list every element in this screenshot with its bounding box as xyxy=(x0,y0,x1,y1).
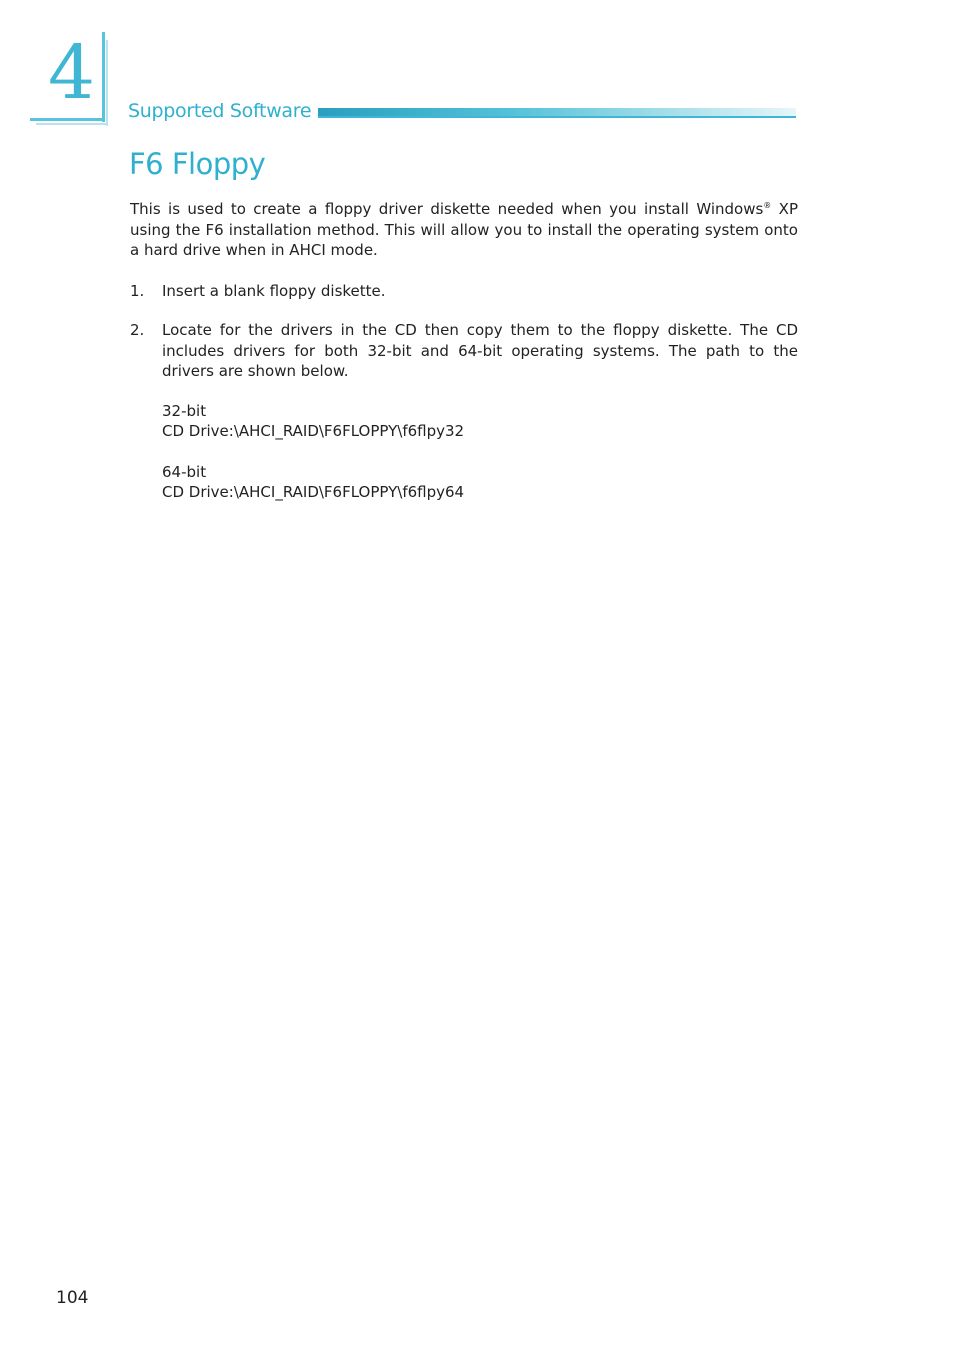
section-title: Supported Software xyxy=(128,100,312,122)
driver-path-64bit xyxy=(130,462,798,503)
chapter-number: 4 xyxy=(48,30,96,116)
page-title: F6 Floppy xyxy=(129,147,266,181)
page-number: 104 xyxy=(56,1288,89,1308)
list-item xyxy=(130,281,798,302)
page-body xyxy=(130,199,798,523)
chapter-badge-rule-vertical xyxy=(102,32,105,122)
intro-text-end: XP using the F6 installation method. This will allow you to install the operating system onto a hard drive when in AHCI mode. xyxy=(130,200,798,259)
chapter-badge xyxy=(30,32,106,122)
chapter-badge-rule-horizontal xyxy=(30,118,105,121)
driver-path-label: 64-bit xyxy=(162,462,207,481)
chapter-badge-shadow-horizontal xyxy=(36,123,108,125)
intro-text-start: This is used to create a floppy driver diskette needed when you install Windows xyxy=(130,200,764,218)
list-item-text: Locate for the drivers in the CD then copy them to the floppy diskette. The CD includes drivers for both 32-bit and 64-bit operating systems. The path to the drivers are shown below. xyxy=(162,321,798,380)
intro-paragraph xyxy=(130,199,798,261)
section-rule-line xyxy=(318,116,796,118)
driver-path-value: CD Drive:\AHCI_RAID\F6FLOPPY\f6flpy32 xyxy=(162,422,465,440)
list-item-text: Insert a blank floppy diskette. xyxy=(162,281,386,300)
driver-path-label: 32-bit xyxy=(162,401,207,420)
chapter-badge-shadow-vertical xyxy=(106,40,108,126)
driver-path-value: CD Drive:\AHCI_RAID\F6FLOPPY\f6flpy64 xyxy=(162,483,465,501)
registered-mark: ® xyxy=(763,201,772,210)
list-item-number: 1. xyxy=(130,281,145,300)
list-item-number: 2. xyxy=(130,321,145,339)
driver-path-32bit xyxy=(130,401,798,442)
list-item xyxy=(130,320,798,382)
